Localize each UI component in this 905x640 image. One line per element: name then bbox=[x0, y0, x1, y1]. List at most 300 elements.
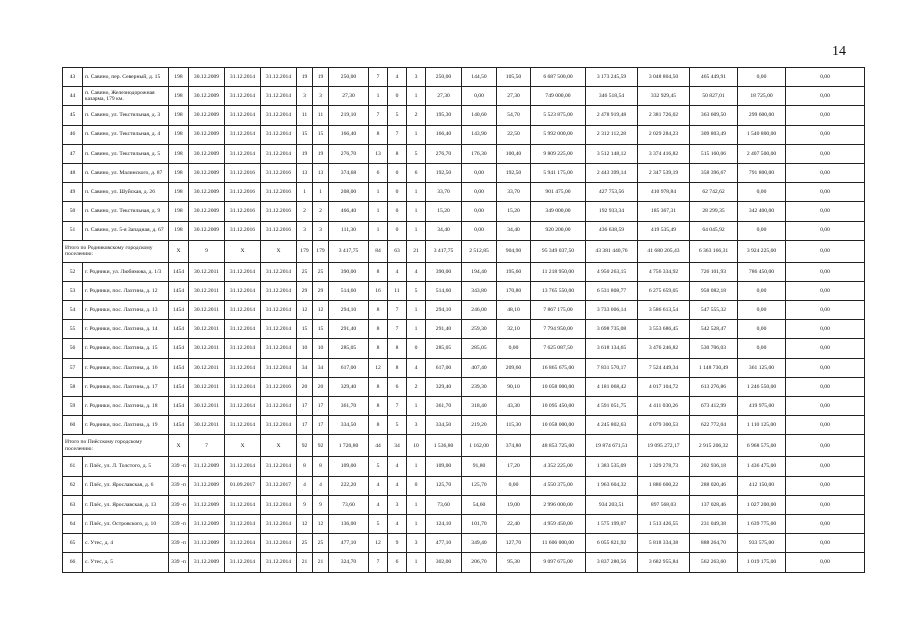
address-cell: г. Родники, пос. Лахтина, д. 15 bbox=[83, 339, 169, 358]
table-cell: 2 bbox=[313, 202, 329, 221]
table-cell: 1 162,00 bbox=[462, 435, 497, 457]
address-cell: п. Савино, ул. Текстильная, д. 3 bbox=[83, 106, 169, 125]
table-cell: 19 095 272,17 bbox=[638, 435, 690, 457]
table-row bbox=[63, 87, 865, 106]
table-cell: 65 bbox=[63, 534, 83, 553]
table-cell: 31.12.2014 bbox=[261, 339, 297, 358]
table-cell: X bbox=[225, 240, 261, 262]
table-cell: 31.12.2014 bbox=[261, 320, 297, 339]
table-cell: 8 bbox=[388, 358, 407, 377]
table-cell: 30.12.2009 bbox=[189, 221, 225, 240]
table-cell: 11 bbox=[297, 106, 313, 125]
table-cell: 30.12.2011 bbox=[189, 416, 225, 435]
table-cell: 1 bbox=[407, 125, 426, 144]
table-cell: 31.12.2014 bbox=[261, 301, 297, 320]
table-cell: 4 bbox=[369, 495, 388, 514]
total-row bbox=[63, 435, 865, 457]
table-cell: 56 bbox=[63, 339, 83, 358]
table-cell: 4 bbox=[297, 476, 313, 495]
table-cell: 4 bbox=[388, 476, 407, 495]
table-cell: 19 874 671,51 bbox=[586, 435, 638, 457]
table-cell: 31.12.2014 bbox=[225, 457, 261, 476]
table-cell: 192 933,34 bbox=[586, 202, 638, 221]
table-cell: 105,50 bbox=[497, 68, 531, 87]
table-cell: 31.12.2014 bbox=[225, 416, 261, 435]
table-cell: X bbox=[261, 240, 297, 262]
table-cell: 390,00 bbox=[426, 262, 462, 281]
table-cell: 47 bbox=[63, 144, 83, 163]
table-cell: 48,10 bbox=[497, 301, 531, 320]
table-cell: 136,00 bbox=[329, 514, 369, 533]
table-cell: 58 bbox=[63, 377, 83, 396]
table-row bbox=[63, 202, 865, 221]
table-cell: 4 bbox=[313, 476, 329, 495]
table-cell: 21 bbox=[313, 553, 329, 572]
table-cell: 374,68 bbox=[329, 163, 369, 182]
table-cell: 192,50 bbox=[497, 163, 531, 182]
table-cell: 31.12.2014 bbox=[261, 87, 297, 106]
table-cell: 31.12.2016 bbox=[261, 221, 297, 240]
table-cell: 198 bbox=[169, 183, 189, 202]
table-cell: 2 312 112,28 bbox=[586, 125, 638, 144]
table-cell: 361 125,00 bbox=[738, 358, 786, 377]
table-cell: 6 968 575,00 bbox=[738, 435, 786, 457]
table-cell: 0,00 bbox=[738, 339, 786, 358]
table-cell: 0,00 bbox=[786, 416, 865, 435]
table-cell: 176,30 bbox=[462, 144, 497, 163]
table-cell: 17 bbox=[297, 416, 313, 435]
table-cell: 10 bbox=[313, 339, 329, 358]
table-cell: 222,20 bbox=[329, 476, 369, 495]
table-cell: 209,60 bbox=[497, 358, 531, 377]
table-cell: 4 bbox=[407, 358, 426, 377]
table-cell: 208,00 bbox=[329, 183, 369, 202]
table-cell: 32,10 bbox=[497, 320, 531, 339]
table-cell: 8 bbox=[369, 416, 388, 435]
table-cell: 291,40 bbox=[329, 320, 369, 339]
table-cell: 250,00 bbox=[426, 68, 462, 87]
table-cell: 11 bbox=[388, 281, 407, 300]
table-cell: 1 bbox=[407, 457, 426, 476]
table-cell: 901 475,00 bbox=[531, 183, 586, 202]
table-cell: 349 000,00 bbox=[531, 202, 586, 221]
table-cell: 60 bbox=[63, 416, 83, 435]
table-cell: 30.12.2011 bbox=[189, 320, 225, 339]
table-cell: 31.12.2014 bbox=[225, 87, 261, 106]
table-cell: 302,00 bbox=[426, 553, 462, 572]
table-cell: 1 019 175,00 bbox=[738, 553, 786, 572]
table-cell: 3 698 735,08 bbox=[586, 320, 638, 339]
table-cell: 54,60 bbox=[462, 495, 497, 514]
table-cell: 1 bbox=[407, 301, 426, 320]
table-cell: 198 bbox=[169, 87, 189, 106]
table-cell: 198 bbox=[169, 202, 189, 221]
table-cell: 91,80 bbox=[462, 457, 497, 476]
table-cell: 477,10 bbox=[426, 534, 462, 553]
table-cell: 30.12.2009 bbox=[189, 87, 225, 106]
table-cell: 55 bbox=[63, 320, 83, 339]
table-cell: 17 bbox=[313, 397, 329, 416]
table-cell: 547 555,32 bbox=[690, 301, 738, 320]
table-cell: 31.12.2014 bbox=[261, 495, 297, 514]
table-cell: 309 803,49 bbox=[690, 125, 738, 144]
table-cell: 92 bbox=[297, 435, 313, 457]
table-cell: 0,00 bbox=[786, 87, 865, 106]
table-cell: 28 299,35 bbox=[690, 202, 738, 221]
table-cell: 0,00 bbox=[462, 163, 497, 182]
table-cell: 4 bbox=[388, 514, 407, 533]
table-cell: 4 bbox=[388, 68, 407, 87]
table-cell: 115,30 bbox=[497, 416, 531, 435]
table-cell: 1 bbox=[369, 221, 388, 240]
table-cell: 2 478 919,48 bbox=[586, 106, 638, 125]
table-cell: 84 bbox=[369, 240, 388, 262]
table-row bbox=[63, 183, 865, 202]
table-cell: 20 bbox=[313, 377, 329, 396]
table-cell: 1 246 550,00 bbox=[738, 377, 786, 396]
table-cell: 329,40 bbox=[426, 377, 462, 396]
table-cell: 109,00 bbox=[329, 457, 369, 476]
table-cell: 0,00 bbox=[786, 435, 865, 457]
table-cell: 239,30 bbox=[462, 377, 497, 396]
table-cell: 3 618 134,65 bbox=[586, 339, 638, 358]
table-cell: 31.12.2014 bbox=[225, 301, 261, 320]
table-cell: 0 bbox=[388, 163, 407, 182]
table-cell: 15 bbox=[297, 125, 313, 144]
table-cell: 7 bbox=[189, 435, 225, 457]
table-cell: 52 bbox=[63, 262, 83, 281]
table-cell: 1 886 600,22 bbox=[638, 476, 690, 495]
table-cell: 3 837 280,56 bbox=[586, 553, 638, 572]
table-cell: 1 bbox=[407, 397, 426, 416]
table-cell: 1 bbox=[407, 183, 426, 202]
table-cell: 726 101,93 bbox=[690, 262, 738, 281]
table-cell: 6 363 166,31 bbox=[690, 240, 738, 262]
table-cell: 4 756 334,92 bbox=[638, 262, 690, 281]
table-cell: 294,10 bbox=[426, 301, 462, 320]
table-cell: 334,50 bbox=[426, 416, 462, 435]
table-cell: 1 720,80 bbox=[329, 435, 369, 457]
table-cell: 15 bbox=[313, 320, 329, 339]
table-cell: 127,70 bbox=[497, 534, 531, 553]
table-cell: 140,60 bbox=[462, 106, 497, 125]
table-cell: 95 349 037,50 bbox=[531, 240, 586, 262]
table-cell: 31.12.2014 bbox=[225, 281, 261, 300]
table-row bbox=[63, 534, 865, 553]
table-cell: 4 bbox=[369, 476, 388, 495]
table-cell: 53 bbox=[63, 281, 83, 300]
table-cell: 194,40 bbox=[462, 262, 497, 281]
table-cell: 13 bbox=[369, 144, 388, 163]
table-cell: 4 017 104,72 bbox=[638, 377, 690, 396]
table-row bbox=[63, 397, 865, 416]
table-cell: 0,00 bbox=[786, 262, 865, 281]
table-cell: 31.12.2016 bbox=[225, 183, 261, 202]
table-cell: 0,00 bbox=[497, 339, 531, 358]
table-cell: 3 553 686,45 bbox=[638, 320, 690, 339]
table-cell: 30.12.2011 bbox=[189, 358, 225, 377]
table-cell: 179 bbox=[313, 240, 329, 262]
table-cell: 21 bbox=[297, 553, 313, 572]
table-cell: 1454 bbox=[169, 320, 189, 339]
table-cell: 54,70 bbox=[497, 106, 531, 125]
table-cell: 64 045,92 bbox=[690, 221, 738, 240]
table-cell: 3 bbox=[297, 87, 313, 106]
table-cell: 31.12.2014 bbox=[225, 495, 261, 514]
table-cell: 1454 bbox=[169, 377, 189, 396]
table-cell: 185 367,31 bbox=[638, 202, 690, 221]
table-cell: 613 276,86 bbox=[690, 377, 738, 396]
table-cell: 17 bbox=[313, 416, 329, 435]
table-row bbox=[63, 106, 865, 125]
table-cell: 343,80 bbox=[462, 281, 497, 300]
table-cell: 0,00 bbox=[786, 476, 865, 495]
table-cell: 436 638,59 bbox=[586, 221, 638, 240]
address-cell: п. Савино, ул. Текстильная, д. 4 bbox=[83, 125, 169, 144]
table-cell: 617,00 bbox=[426, 358, 462, 377]
table-cell: 43 381 440,76 bbox=[586, 240, 638, 262]
table-cell: 1454 bbox=[169, 301, 189, 320]
table-cell: 1 513 426,55 bbox=[638, 514, 690, 533]
table-cell: 125,70 bbox=[426, 476, 462, 495]
table-cell: 0,00 bbox=[786, 183, 865, 202]
table-cell: 3 173 245,59 bbox=[586, 68, 638, 87]
table-cell: 1 bbox=[407, 514, 426, 533]
table-cell: 2 407 500,00 bbox=[738, 144, 786, 163]
table-cell: 10 058 000,00 bbox=[531, 377, 586, 396]
table-cell: 477,10 bbox=[329, 534, 369, 553]
table-cell: 50 827,01 bbox=[690, 87, 738, 106]
table-row bbox=[63, 553, 865, 572]
table-cell: 358 396,67 bbox=[690, 163, 738, 182]
table-row bbox=[63, 495, 865, 514]
table-cell: 7 625 087,50 bbox=[531, 339, 586, 358]
table-cell: 246,00 bbox=[462, 301, 497, 320]
table-cell: 31.12.2016 bbox=[261, 163, 297, 182]
table-cell: 19 bbox=[313, 68, 329, 87]
table-cell: 170,80 bbox=[497, 281, 531, 300]
table-cell: 8 bbox=[369, 125, 388, 144]
table-cell: 30.12.2009 bbox=[189, 202, 225, 221]
table-cell: 3 417,75 bbox=[426, 240, 462, 262]
table-cell: 3 bbox=[313, 221, 329, 240]
table-cell: 904,90 bbox=[497, 240, 531, 262]
table-cell: 3 733 006,14 bbox=[586, 301, 638, 320]
table-cell: 3 417,75 bbox=[329, 240, 369, 262]
table-cell: 10 bbox=[407, 435, 426, 457]
table-cell: 8 bbox=[369, 320, 388, 339]
table-cell: 13 765 550,00 bbox=[531, 281, 586, 300]
table-cell: 100,40 bbox=[497, 144, 531, 163]
table-cell: 285,05 bbox=[426, 339, 462, 358]
table-cell: 562 263,60 bbox=[690, 553, 738, 572]
table-cell: 363 609,50 bbox=[690, 106, 738, 125]
table-cell: 13 bbox=[297, 163, 313, 182]
table-cell: 0,00 bbox=[738, 301, 786, 320]
table-cell: 0 bbox=[388, 202, 407, 221]
table-cell: 15 bbox=[313, 125, 329, 144]
table-cell: 41 680 205,43 bbox=[638, 240, 690, 262]
table-cell: 324,70 bbox=[329, 553, 369, 572]
table-cell: 48 853 725,00 bbox=[531, 435, 586, 457]
table-cell: 12 bbox=[313, 301, 329, 320]
table-cell: 0,00 bbox=[462, 183, 497, 202]
table-cell: 0,00 bbox=[786, 495, 865, 514]
table-cell: 332 929,45 bbox=[638, 87, 690, 106]
table-cell: 2 381 726,02 bbox=[638, 106, 690, 125]
table-cell: 4 181 068,42 bbox=[586, 377, 638, 396]
table-cell: 27,30 bbox=[329, 87, 369, 106]
table-cell: 1 bbox=[407, 221, 426, 240]
table-cell: 897 568,03 bbox=[638, 495, 690, 514]
table-cell: 1454 bbox=[169, 358, 189, 377]
table-cell: 0,00 bbox=[738, 221, 786, 240]
table-cell: 6 bbox=[388, 377, 407, 396]
table-cell: 1 436 475,00 bbox=[738, 457, 786, 476]
table-cell: 27,30 bbox=[497, 87, 531, 106]
table-cell: 1 536,80 bbox=[426, 435, 462, 457]
table-cell: 3 924 225,00 bbox=[738, 240, 786, 262]
table-cell: 2 996 000,00 bbox=[531, 495, 586, 514]
table-cell: 198 bbox=[169, 68, 189, 87]
table-cell: 0,00 bbox=[786, 397, 865, 416]
table-cell: 0,00 bbox=[786, 221, 865, 240]
table-cell: 339 -п bbox=[169, 534, 189, 553]
table-row bbox=[63, 125, 865, 144]
table-cell: 1 bbox=[407, 87, 426, 106]
table-cell: 339 -п bbox=[169, 553, 189, 572]
table-cell: 6 687 500,00 bbox=[531, 68, 586, 87]
table-cell: 31.12.2014 bbox=[225, 106, 261, 125]
table-cell: 31.12.2016 bbox=[261, 377, 297, 396]
table-cell: 31.12.2014 bbox=[261, 144, 297, 163]
table-cell: 8 bbox=[388, 144, 407, 163]
table-cell: 542 528,47 bbox=[690, 320, 738, 339]
table-row bbox=[63, 514, 865, 533]
address-cell: с. Утес, д. 4 bbox=[83, 534, 169, 553]
table-cell: 31.12.2016 bbox=[261, 183, 297, 202]
table-cell: 31.12.2009 bbox=[189, 534, 225, 553]
table-cell: 57 bbox=[63, 358, 83, 377]
table-cell: 62 742,62 bbox=[690, 183, 738, 202]
table-cell: 109,00 bbox=[426, 457, 462, 476]
table-cell: 31.12.2014 bbox=[261, 534, 297, 553]
table-cell: 0,00 bbox=[786, 163, 865, 182]
table-cell: 31.12.2016 bbox=[225, 163, 261, 182]
table-cell: 22,50 bbox=[497, 125, 531, 144]
table-cell: 0,00 bbox=[786, 144, 865, 163]
table-cell: 419 535,49 bbox=[638, 221, 690, 240]
table-cell: 219,10 bbox=[329, 106, 369, 125]
table-cell: 34 bbox=[313, 358, 329, 377]
table-cell: 12 bbox=[369, 358, 388, 377]
table-cell: 231 049,38 bbox=[690, 514, 738, 533]
table-cell: 5 941 175,00 bbox=[531, 163, 586, 182]
table-cell: 1 bbox=[369, 183, 388, 202]
table-cell: 6 bbox=[407, 163, 426, 182]
table-cell: 11 218 950,00 bbox=[531, 262, 586, 281]
table-cell: 46 bbox=[63, 125, 83, 144]
table-cell: 3 bbox=[407, 68, 426, 87]
table-cell: 50 bbox=[63, 202, 83, 221]
table-cell: 410 978,84 bbox=[638, 183, 690, 202]
table-cell: 390,00 bbox=[329, 262, 369, 281]
table-cell: 466,40 bbox=[329, 202, 369, 221]
table-cell: 318,40 bbox=[462, 397, 497, 416]
table-body bbox=[63, 68, 865, 573]
table-cell: 20 bbox=[297, 377, 313, 396]
table-cell: 4 bbox=[388, 262, 407, 281]
table-cell: 6 531 808,77 bbox=[586, 281, 638, 300]
table-cell: X bbox=[225, 435, 261, 457]
table-cell: 1 027 200,00 bbox=[738, 495, 786, 514]
table-cell: 4 591 051,75 bbox=[586, 397, 638, 416]
table-cell: 8 bbox=[369, 377, 388, 396]
table-cell: 3 bbox=[407, 416, 426, 435]
table-cell: 0,00 bbox=[786, 202, 865, 221]
table-cell: 5 bbox=[369, 514, 388, 533]
total-label: Итого по Пиёсскому городскому поселению: bbox=[63, 435, 169, 457]
table-cell: 0,00 bbox=[786, 125, 865, 144]
table-cell: 1 bbox=[369, 87, 388, 106]
table-cell: 195,30 bbox=[426, 106, 462, 125]
address-cell: г. Плёс, ул. Островского, д. 10 bbox=[83, 514, 169, 533]
table-cell: 7 bbox=[369, 68, 388, 87]
table-cell: 59 bbox=[63, 397, 83, 416]
table-cell: 01.09.2017 bbox=[225, 476, 261, 495]
table-cell: 30.12.2009 bbox=[189, 68, 225, 87]
table-cell: 1 110 125,00 bbox=[738, 416, 786, 435]
table-cell: 31.12.2014 bbox=[261, 514, 297, 533]
table-cell: 124,10 bbox=[426, 514, 462, 533]
table-cell: 30.12.2009 bbox=[189, 163, 225, 182]
table-cell: 0 bbox=[388, 183, 407, 202]
table-cell: 31.12.2014 bbox=[261, 106, 297, 125]
table-cell: 11 606 000,00 bbox=[531, 534, 586, 553]
table-cell: 7 bbox=[388, 125, 407, 144]
table-cell: 34 bbox=[297, 358, 313, 377]
table-cell: 31.12.2014 bbox=[261, 397, 297, 416]
table-cell: 4 352 225,00 bbox=[531, 457, 586, 476]
table-cell: 17,20 bbox=[497, 457, 531, 476]
table-cell: 73,60 bbox=[329, 495, 369, 514]
table-cell: 958 082,18 bbox=[690, 281, 738, 300]
table-cell: 62 bbox=[63, 476, 83, 495]
table-cell: 3 bbox=[313, 87, 329, 106]
table-cell: 8 bbox=[369, 397, 388, 416]
table-cell: 0,00 bbox=[738, 281, 786, 300]
table-cell: 3 682 955,84 bbox=[638, 553, 690, 572]
table-cell: 0,00 bbox=[786, 240, 865, 262]
table-cell: 9 bbox=[388, 534, 407, 553]
table-cell: 198 bbox=[169, 106, 189, 125]
table-cell: 7 bbox=[369, 106, 388, 125]
table-cell: 73,60 bbox=[426, 495, 462, 514]
table-cell: 0,00 bbox=[497, 476, 531, 495]
table-cell: 192,50 bbox=[426, 163, 462, 182]
table-cell: 33,70 bbox=[426, 183, 462, 202]
table-cell: 166,40 bbox=[329, 125, 369, 144]
table-cell: 3 bbox=[407, 534, 426, 553]
table-cell: 31.12.2014 bbox=[261, 68, 297, 87]
table-cell: 31.12.2014 bbox=[225, 339, 261, 358]
table-cell: 7 bbox=[388, 397, 407, 416]
table-cell: 412 150,00 bbox=[738, 476, 786, 495]
table-row bbox=[63, 476, 865, 495]
table-cell: 44 bbox=[369, 435, 388, 457]
table-cell: 10 bbox=[297, 339, 313, 358]
table-cell: 34,40 bbox=[426, 221, 462, 240]
